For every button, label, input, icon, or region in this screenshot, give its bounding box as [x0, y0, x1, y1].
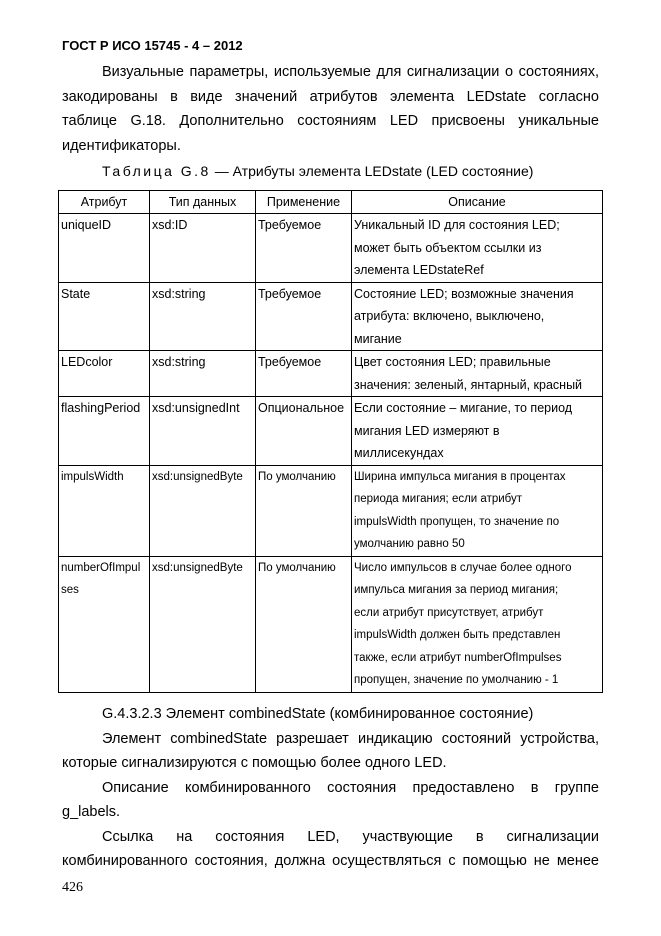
cell-attribute: flashingPeriod	[59, 397, 150, 466]
description-line: импульса мигания за период мигания;	[354, 584, 559, 596]
paragraph-line: комбинированного состояния, должна осуществляться с помощью не менее	[62, 853, 599, 869]
cell-attribute: impulsWidth	[59, 465, 150, 556]
description-line: Ширина импульса мигания в процентах	[354, 470, 566, 483]
table-caption-text: — Атрибуты элемента LEDstate (LED состояние)	[210, 163, 534, 179]
description-line: элемента LEDstateRef	[354, 263, 484, 277]
intro-line: Визуальные параметры, используемые для сигнализации о состояниях,	[102, 64, 599, 80]
cell-type: xsd:unsignedInt	[150, 397, 256, 466]
description-line: impulsWidth пропущен, то значение по	[354, 515, 560, 528]
cell-attribute: State	[59, 282, 150, 351]
description-line: может быть объектом ссылки из	[354, 240, 542, 255]
cell-usage: По умолчанию	[256, 465, 352, 556]
description-line: Если состояние – мигание, то период	[354, 401, 573, 415]
table-row	[59, 465, 603, 556]
cell-usage: По умолчанию	[256, 556, 352, 692]
description-line: значения: зеленый, янтарный, красный	[354, 377, 583, 392]
cell-description	[352, 397, 603, 466]
description-line: Цвет состояния LED; правильные	[354, 355, 551, 369]
page-number: 426	[62, 880, 83, 895]
table-caption-label: Таблица G.8	[102, 163, 211, 179]
description-line: периода мигания; если атрибут	[354, 493, 523, 505]
cell-type: xsd:ID	[150, 214, 256, 283]
intro-line: закодированы в виде значений атрибутов элемента LEDstate согласно	[62, 88, 599, 105]
cell-type: xsd:string	[150, 351, 256, 397]
description-line: если атрибут присутствует, атрибут	[354, 606, 544, 619]
paragraph-line: Ссылка на состояния LED, участвующие в сигнализации	[102, 828, 599, 845]
description-line: умолчанию равно 50	[354, 538, 465, 550]
cell-description	[352, 556, 603, 692]
column-header: Тип данных	[150, 191, 256, 214]
paragraph-line: g_labels.	[62, 804, 121, 820]
paragraph-line: которые сигнализируются с помощью более одного LED.	[62, 755, 447, 771]
description-line: миллисекундах	[354, 446, 444, 460]
cell-attribute: LEDcolor	[59, 351, 150, 397]
cell-usage: Требуемое	[256, 351, 352, 397]
attribute-line: ses	[61, 584, 79, 596]
standard-header: ГОСТ Р ИСО 15745 - 4 – 2012	[62, 38, 243, 53]
table-header-row	[59, 191, 603, 214]
section-heading: G.4.3.2.3 Элемент combinedState (комбинированное состояние)	[102, 706, 534, 722]
table-row	[59, 282, 603, 351]
description-line: impulsWidth должен быть представлен	[354, 629, 561, 641]
description-line: Состояние LED; возможные значения	[354, 286, 574, 301]
description-line: Уникальный ID для состояния LED;	[354, 218, 560, 232]
cell-description	[352, 351, 603, 397]
table-row	[59, 556, 603, 692]
cell-type: xsd:unsignedByte	[150, 465, 256, 556]
description-line: также, если атрибут numberOfImpulses	[354, 651, 562, 664]
attribute-line: numberOfImpul	[61, 561, 141, 574]
intro-paragraph	[62, 60, 599, 158]
cell-attribute	[59, 556, 150, 692]
cell-attribute: uniqueID	[59, 214, 150, 283]
paragraph-line: Описание комбинированного состояния предоставлено в группе	[102, 779, 599, 796]
description-line: пропущен, значение по умолчанию - 1	[354, 674, 559, 686]
cell-description	[352, 465, 603, 556]
section-text	[62, 702, 599, 874]
description-line: мигание	[354, 331, 402, 346]
cell-usage: Опциональное	[256, 397, 352, 466]
column-header: Описание	[352, 191, 603, 214]
cell-description	[352, 214, 603, 283]
cell-description	[352, 282, 603, 351]
table-row	[59, 397, 603, 466]
cell-usage: Требуемое	[256, 214, 352, 283]
attributes-table	[58, 190, 603, 693]
table-row	[59, 214, 603, 283]
cell-type: xsd:string	[150, 282, 256, 351]
description-line: Число импульсов в случае более одного	[354, 561, 572, 574]
column-header: Атрибут	[59, 191, 150, 214]
column-header: Применение	[256, 191, 352, 214]
intro-line: идентификаторы.	[62, 137, 181, 154]
description-line: мигания LED измеряют в	[354, 423, 500, 438]
table-caption	[102, 163, 533, 179]
intro-line: таблице G.18. Дополнительно состояниям LED присвоены уникальные	[62, 113, 599, 129]
cell-usage: Требуемое	[256, 282, 352, 351]
table-row	[59, 351, 603, 397]
paragraph-line: Элемент combinedState разрешает индикацию состояний устройства,	[102, 730, 599, 747]
description-line: атрибута: включено, выключено,	[354, 309, 545, 323]
cell-type: xsd:unsignedByte	[150, 556, 256, 692]
